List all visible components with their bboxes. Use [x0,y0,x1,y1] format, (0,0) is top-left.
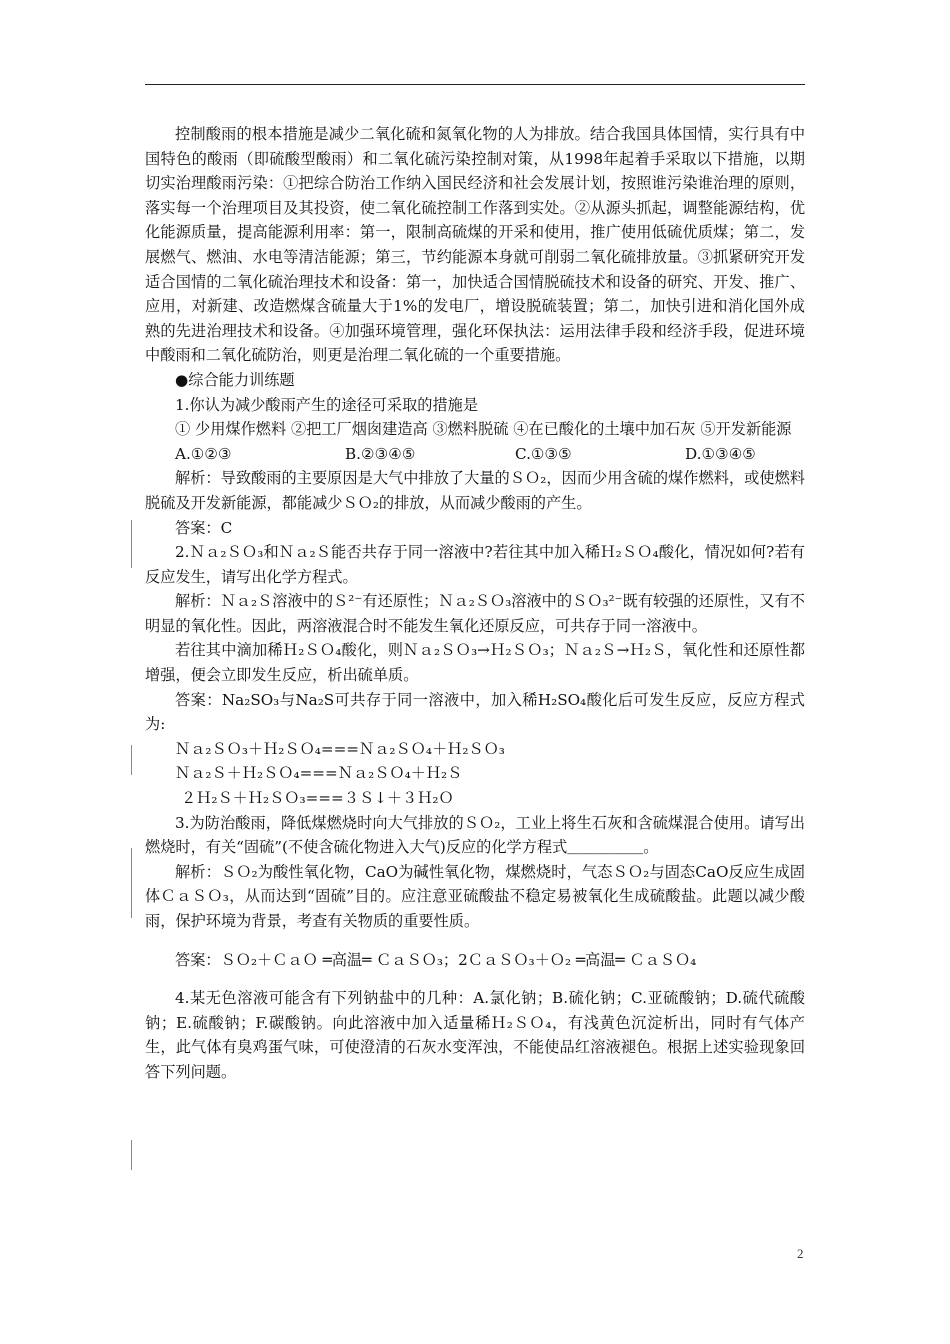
question-3-answer: 答案：ＳＯ₂＋ＣａＯ ═高温═ ＣａＳＯ₃；2ＣａＳＯ₃＋Ｏ₂ ═高温═ ＣａＳＯ₄ [175,950,697,969]
choice-c: C.①③⑤ [515,444,572,463]
choice-a: A.①②③ [175,444,232,463]
equation-3: ２Ｈ₂Ｓ＋Ｈ₂ＳＯ₃===３Ｓ↓＋３Ｈ₂Ｏ [181,789,454,808]
intro-paragraph: 控制酸雨的根本措施是减少二氧化硫和氮氧化物的人为排放。结合我国具体国情，实行具有中国特色的酸雨（即硫酸型酸雨）和二氧化硫污染控制对策，从1998年起着手采取以下措施，以期切实治理酸雨污染：①把综合防治工作纳入国民经济和社会发展计划，按照谁污染谁治理的原则，落实每一个治理项目及其投资，使二氧化硫控制工作落到实处。②从源头抓起，调整能源结构，优化能源质量，提高能源利用率：第一，限制高硫煤的开采和使用，推广使用低硫优质煤；第二，发展燃气、燃油、水电等清洁能源；第三，节约能源本身就可削弱二氧化硫排放量。③抓紧研究开发适合国情的二氧化硫治理技术和设备：第一，加快适合国情脱硫技术和设备的研究、开发、推广、应用，对新建、改造燃煤含硫量大于1%的发电厂，增设脱硫装置；第二，加快引进和消化国外成熟的先进治理技术和设备。④加强环境管理，强化环保执法：运用法律手段和经济手段，促进环境中酸雨和二氧化硫防治，则更是治理二氧化硫的一个重要措施。 [145,125,805,365]
question-2-answer: 答案：Na₂SO₃与Na₂S可共存于同一溶液中，加入稀H₂SO₄酸化后可发生反应，反应方程式为: [145,690,805,734]
question-3: 3.为防治酸雨，降低煤燃烧时向大气排放的ＳＯ₂，工业上将生石灰和含硫煤混合使用。请写出燃烧时，有关“固硫”(不使含硫化物进入大气)反应的化学方程式＿＿＿＿＿。 [145,813,805,857]
equation-2: Ｎａ₂Ｓ＋Ｈ₂ＳＯ₄===Ｎａ₂ＳＯ₄＋Ｈ₂Ｓ [175,764,463,783]
choice-d: D.①③④⑤ [685,444,756,463]
question-1-options: ① 少用煤作燃料 ②把工厂烟囱建造高 ③燃料脱硫 ④在已酸化的土壤中加石灰 ⑤开发新能源 [175,420,792,439]
revision-bar [131,848,132,918]
question-1: 1.你认为减少酸雨产生的途径可采取的措施是 [175,395,479,414]
page-number: 2 [797,1246,804,1261]
spacer [145,934,805,948]
header-rule [145,84,805,85]
revision-bar [131,1140,132,1170]
revision-bar [131,520,132,568]
document-body [145,122,805,1085]
question-3-analysis: 解析：ＳＯ₂为酸性氧化物，CaO为碱性氧化物，煤燃烧时，气态ＳＯ₂与固态CaO反应生成固体ＣａＳＯ₃，从而达到“固硫”目的。应注意亚硫酸盐不稳定易被氧化生成硫酸盐。此题以减少酸雨，保护环境为背景，考查有关物质的重要性质。 [145,862,805,930]
question-1-answer: 答案：C [175,518,233,537]
question-2-analysis: 解析：Ｎａ₂Ｓ溶液中的Ｓ²⁻有还原性；Ｎａ₂ＳＯ₃溶液中的ＳＯ₃²⁻既有较强的还原性，又有不明显的氧化性。因此，两溶液混合时不能发生氧化还原反应，可共存于同一溶液中。 [145,592,805,635]
section-heading: ●综合能力训练题 [175,370,295,389]
question-4: 4.某无色溶液可能含有下列钠盐中的几种：A.氯化钠；B.硫化钠；C.亚硫酸钠；D.硫代硫酸钠；E.硫酸钠；F.碳酸钠。向此溶液中加入适量稀Ｈ₂ＳＯ₄，有浅黄色沉淀析出，同时有气体产生，此气体有臭鸡蛋气味，可使澄清的石灰水变浑浊，不能使品红溶液褪色。根据上述实验现象回答下列问题。 [145,989,805,1081]
revision-bar [131,745,132,775]
equation-1: Ｎａ₂ＳＯ₃＋Ｈ₂ＳＯ₄===Ｎａ₂ＳＯ₄＋Ｈ₂ＳＯ₃ [175,739,505,758]
question-2-analysis-continued: 若往其中滴加稀Ｈ₂ＳＯ₄酸化，则Ｎａ₂ＳＯ₃→Ｈ₂ＳＯ₃；Ｎａ₂Ｓ→Ｈ₂Ｓ，氧化性和还原性都增强，便会立即发生反应，析出硫单质。 [145,641,805,685]
question-1-choices [145,442,805,467]
question-2: 2.Ｎａ₂ＳＯ₃和Ｎａ₂Ｓ能否共存于同一溶液中?若往其中加入稀Ｈ₂ＳＯ₄酸化，情况如何?若有反应发生，请写出化学方程式。 [145,543,805,586]
choice-b: B.②③④⑤ [345,444,416,463]
question-1-analysis: 解析：导致酸雨的主要原因是大气中排放了大量的ＳＯ₂，因而少用含硫的煤作燃料，或使燃料脱硫及开发新能源，都能减少ＳＯ₂的排放，从而减少酸雨的产生。 [145,469,805,512]
spacer [145,972,805,986]
